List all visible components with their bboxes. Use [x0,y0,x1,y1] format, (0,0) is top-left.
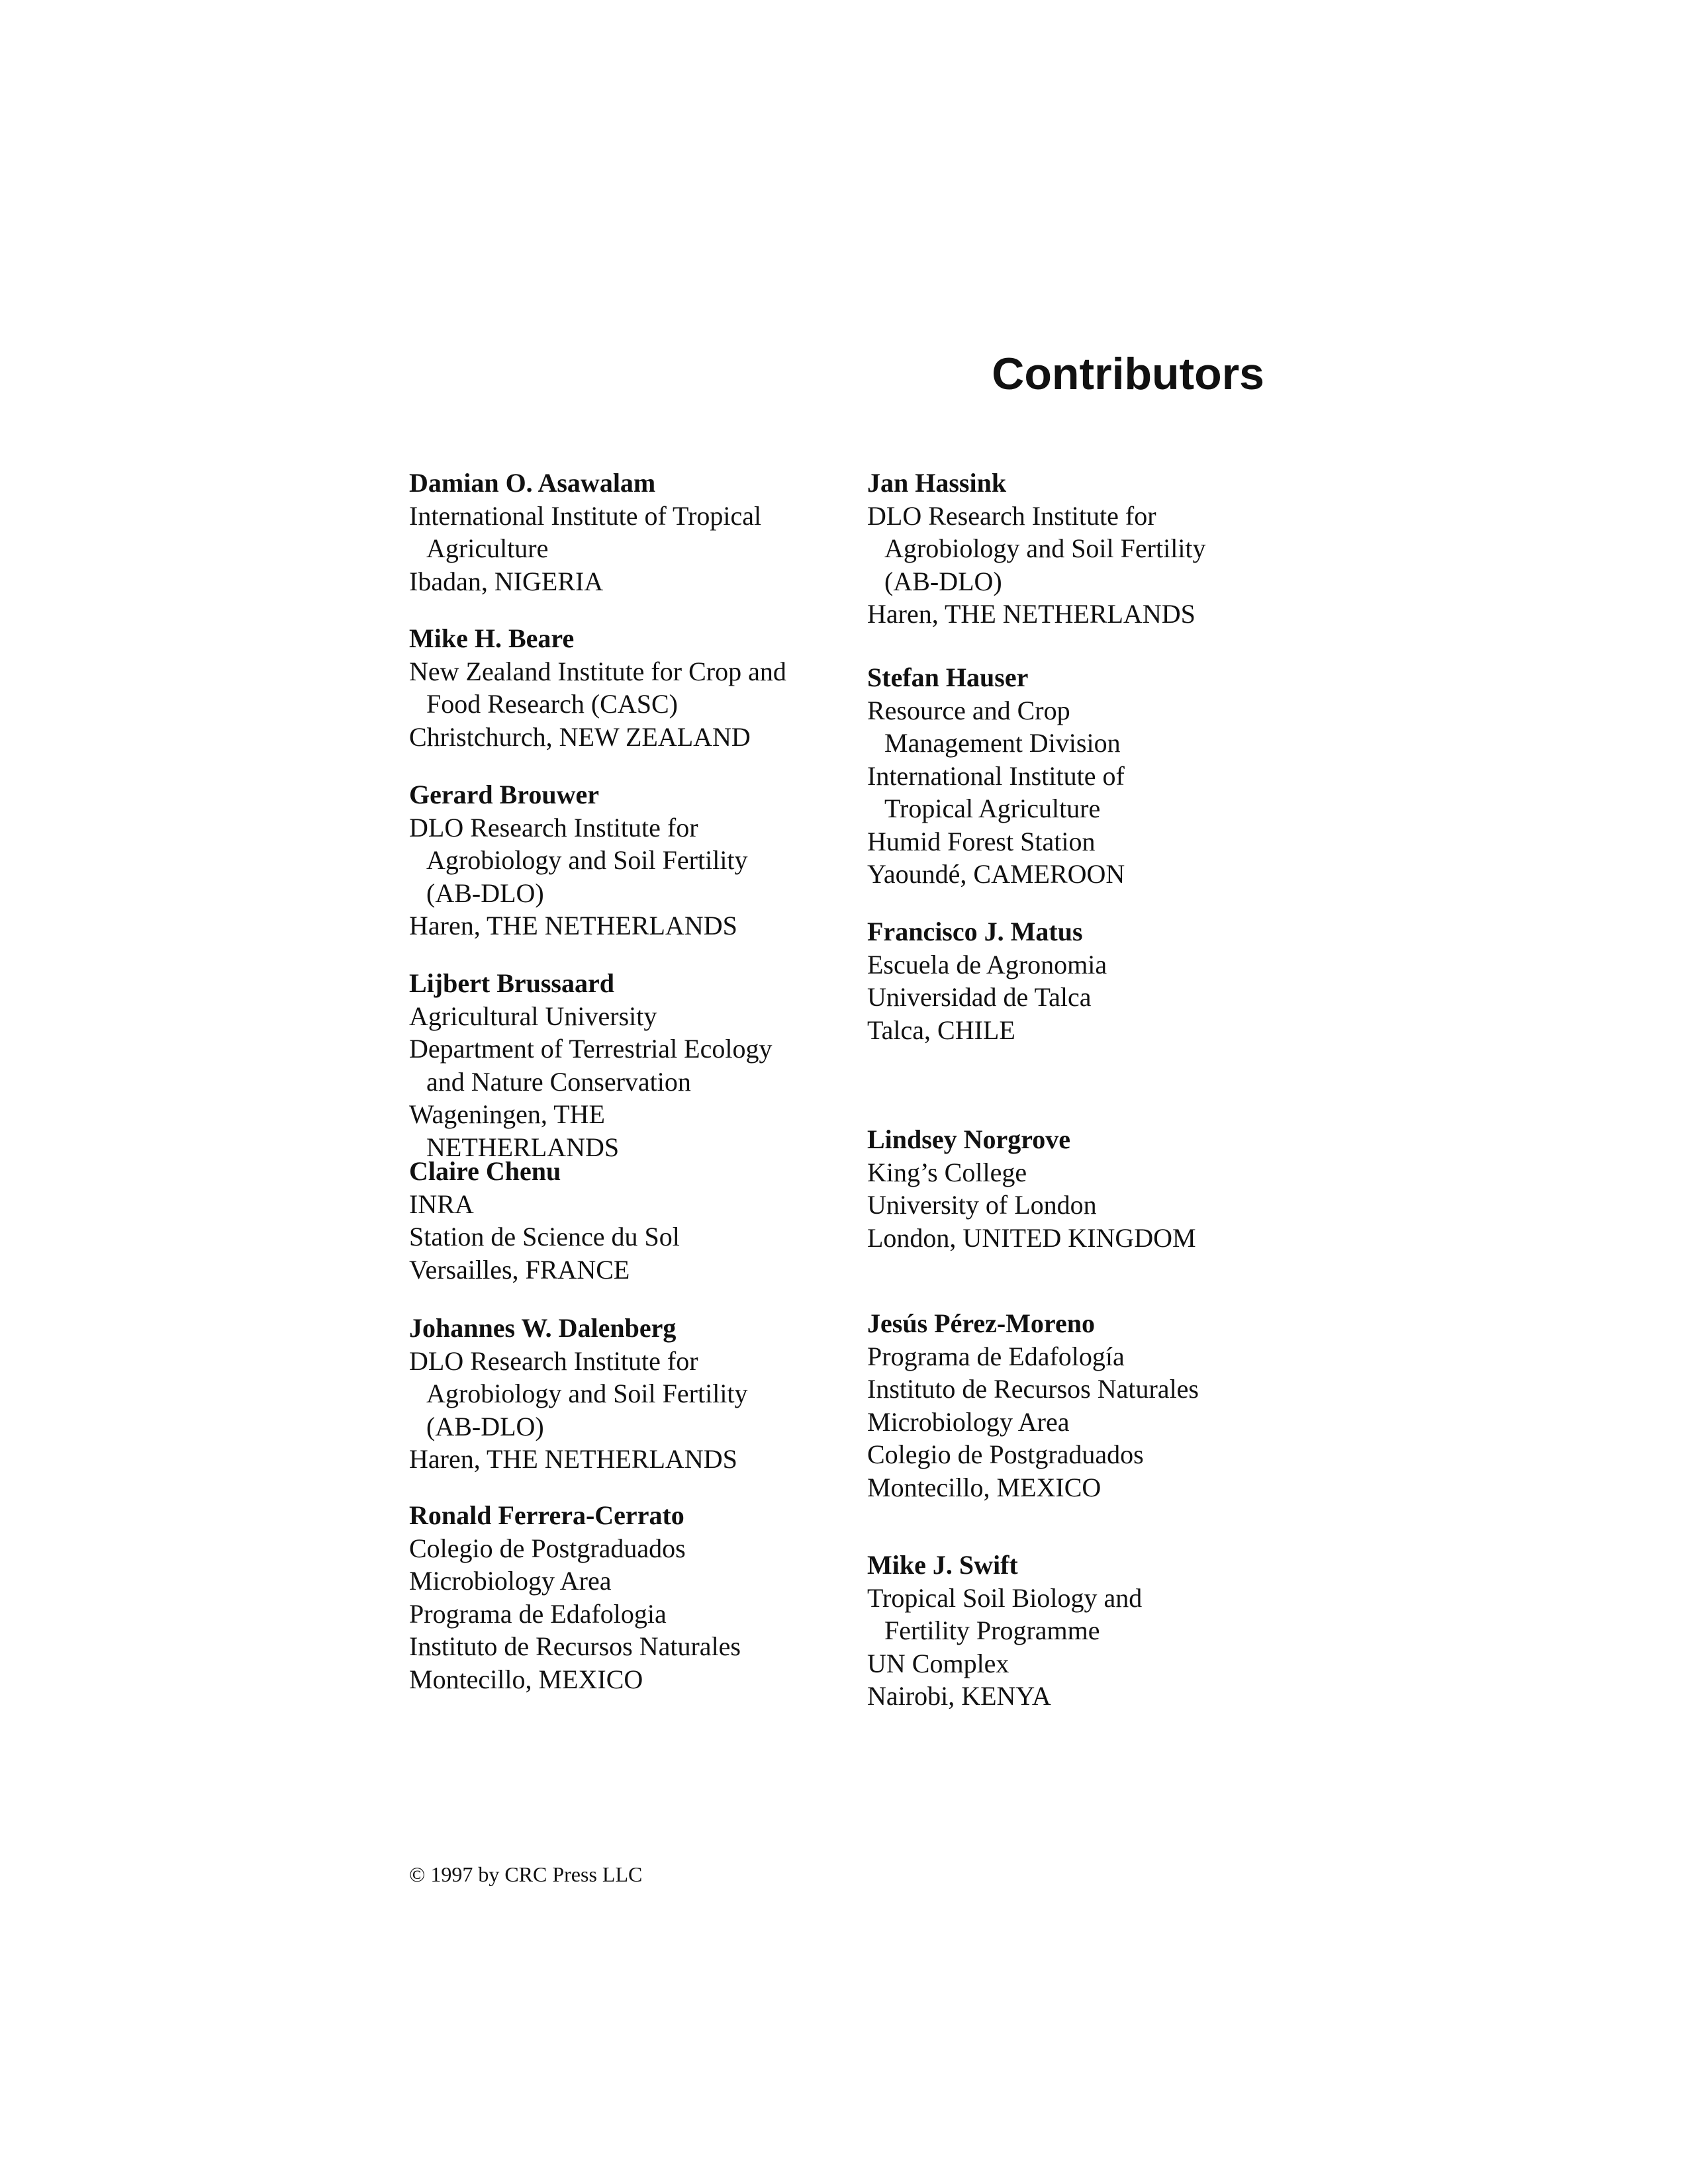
contributor-affiliation-line: Tropical Agriculture [884,794,1101,823]
contributor-affiliation-line: NETHERLANDS [426,1132,620,1162]
contributor-affiliation-line: New Zealand Institute for Crop and [409,656,786,686]
contributor-entry [409,1155,872,1286]
contributor-entry [409,1499,872,1696]
contributor-affiliation-line: Montecillo, MEXICO [409,1664,643,1694]
contributor-affiliation-line: Montecillo, MEXICO [867,1472,1102,1502]
contributor-affiliation-line: Management Division [884,728,1121,758]
contributor-name: Francisco J. Matus [867,917,1083,946]
contributor-entry [867,915,1331,1046]
contributor-affiliation-line: International Institute of [867,760,1125,791]
contributor-affiliation-line: Talca, CHILE [867,1015,1015,1045]
contributor-affiliation-line: Humid Forest Station [867,826,1096,856]
page-title: Contributors [992,349,1264,399]
contributor-name: Mike H. Beare [409,623,575,653]
contributor-affiliation-line: London, UNITED KINGDOM [867,1222,1196,1253]
contributor-affiliation-line: Colegio de Postgraduados [867,1439,1144,1469]
contributor-affiliation-line: Agrobiology and Soil Fertility [884,533,1206,563]
contributor-entry [867,467,1331,631]
contributor-affiliation-line: Colegio de Postgraduados [409,1533,686,1563]
contributor-affiliation-line: Microbiology Area [409,1566,612,1596]
contributor-affiliation-line: Universidad de Talca [867,982,1092,1012]
contributor-affiliation-line: DLO Research Institute for [409,812,698,842]
contributor-entry [409,622,872,753]
contributor-entry [409,1312,872,1476]
contributor-affiliation-line: Nairobi, KENYA [867,1681,1051,1711]
contributor-entry [409,467,872,598]
contributor-name: Lijbert Brussaard [409,968,614,998]
contributor-affiliation-line: Programa de Edafología [867,1341,1125,1371]
contributor-name: Stefan Hauser [867,662,1029,692]
contributor-affiliation-line: and Nature Conservation [426,1066,691,1097]
contributor-affiliation-line: Versailles, FRANCE [409,1254,630,1285]
contributor-affiliation-line: Haren, THE NETHERLANDS [409,1444,737,1474]
contributor-affiliation-line: DLO Research Institute for [867,500,1156,531]
contributor-affiliation-line: DLO Research Institute for [409,1345,698,1376]
contributor-affiliation-line: Haren, THE NETHERLANDS [409,911,737,940]
contributor-affiliation-line: Microbiology Area [867,1406,1070,1437]
contributor-entry [867,1549,1331,1713]
contributor-affiliation-line: Ibadan, NIGERIA [409,566,604,596]
contributor-affiliation-line: Programa de Edafologia [409,1598,667,1629]
contributor-entry [867,661,1331,891]
contributor-affiliation-line: Escuela de Agronomia [867,949,1107,979]
contributor-entry [867,1123,1331,1254]
contributor-affiliation-line: Station de Science du Sol [409,1222,680,1251]
contributor-affiliation-line: Instituto de Recursos Naturales [409,1631,741,1661]
contributor-affiliation-line: Tropical Soil Biology and [867,1582,1143,1613]
contributor-affiliation-line: Agriculture [426,533,549,563]
contributor-name: Lindsey Norgrove [867,1124,1071,1154]
contributor-entry [867,1307,1331,1504]
contributor-affiliation-line: Haren, THE NETHERLANDS [867,599,1196,629]
contributor-name: Gerard Brouwer [409,780,599,809]
contributor-affiliation-line: UN Complex [867,1648,1009,1678]
contributor-entry [409,967,872,1163]
copyright-notice: © 1997 by CRC Press LLC [409,1862,643,1886]
contributor-name: Claire Chenu [409,1156,561,1186]
contributor-affiliation-line: Wageningen, THE [409,1099,605,1129]
contributor-affiliation-line: (AB-DLO) [426,1411,544,1441]
contributor-affiliation-line: Christchurch, NEW ZEALAND [409,721,751,752]
contributor-affiliation-line: INRA [409,1189,474,1219]
contributor-affiliation-line: (AB-DLO) [426,878,544,908]
contributor-affiliation-line: King’s College [867,1157,1027,1187]
contributor-name: Johannes W. Dalenberg [409,1313,677,1343]
contributor-affiliation-line: Agrobiology and Soil Fertility [426,1379,748,1408]
contributor-affiliation-line: Agrobiology and Soil Fertility [426,845,748,875]
contributor-name: Jan Hassink [867,468,1007,498]
contributor-name: Damian O. Asawalam [409,468,656,498]
contributor-name: Jesús Pérez-Moreno [867,1308,1095,1338]
contributor-affiliation-line: Yaoundé, CAMEROON [867,859,1125,889]
contributor-affiliation-line: University of London [867,1190,1097,1220]
contributor-affiliation-line: Resource and Crop [867,695,1070,725]
contributor-affiliation-line: Instituto de Recursos Naturales [867,1374,1199,1404]
contributor-affiliation-line: Agricultural University [409,1001,657,1031]
contributor-affiliation-line: International Institute of Tropical [409,500,762,531]
contributor-name: Mike J. Swift [867,1550,1018,1580]
contributor-affiliation-line: (AB-DLO) [884,566,1002,596]
contributor-name: Ronald Ferrera-Cerrato [409,1500,684,1530]
contributor-affiliation-line: Department of Terrestrial Ecology [409,1034,773,1064]
contributor-affiliation-line: Fertility Programme [884,1615,1100,1645]
contributor-entry [409,778,872,942]
contributor-affiliation-line: Food Research (CASC) [426,689,678,719]
